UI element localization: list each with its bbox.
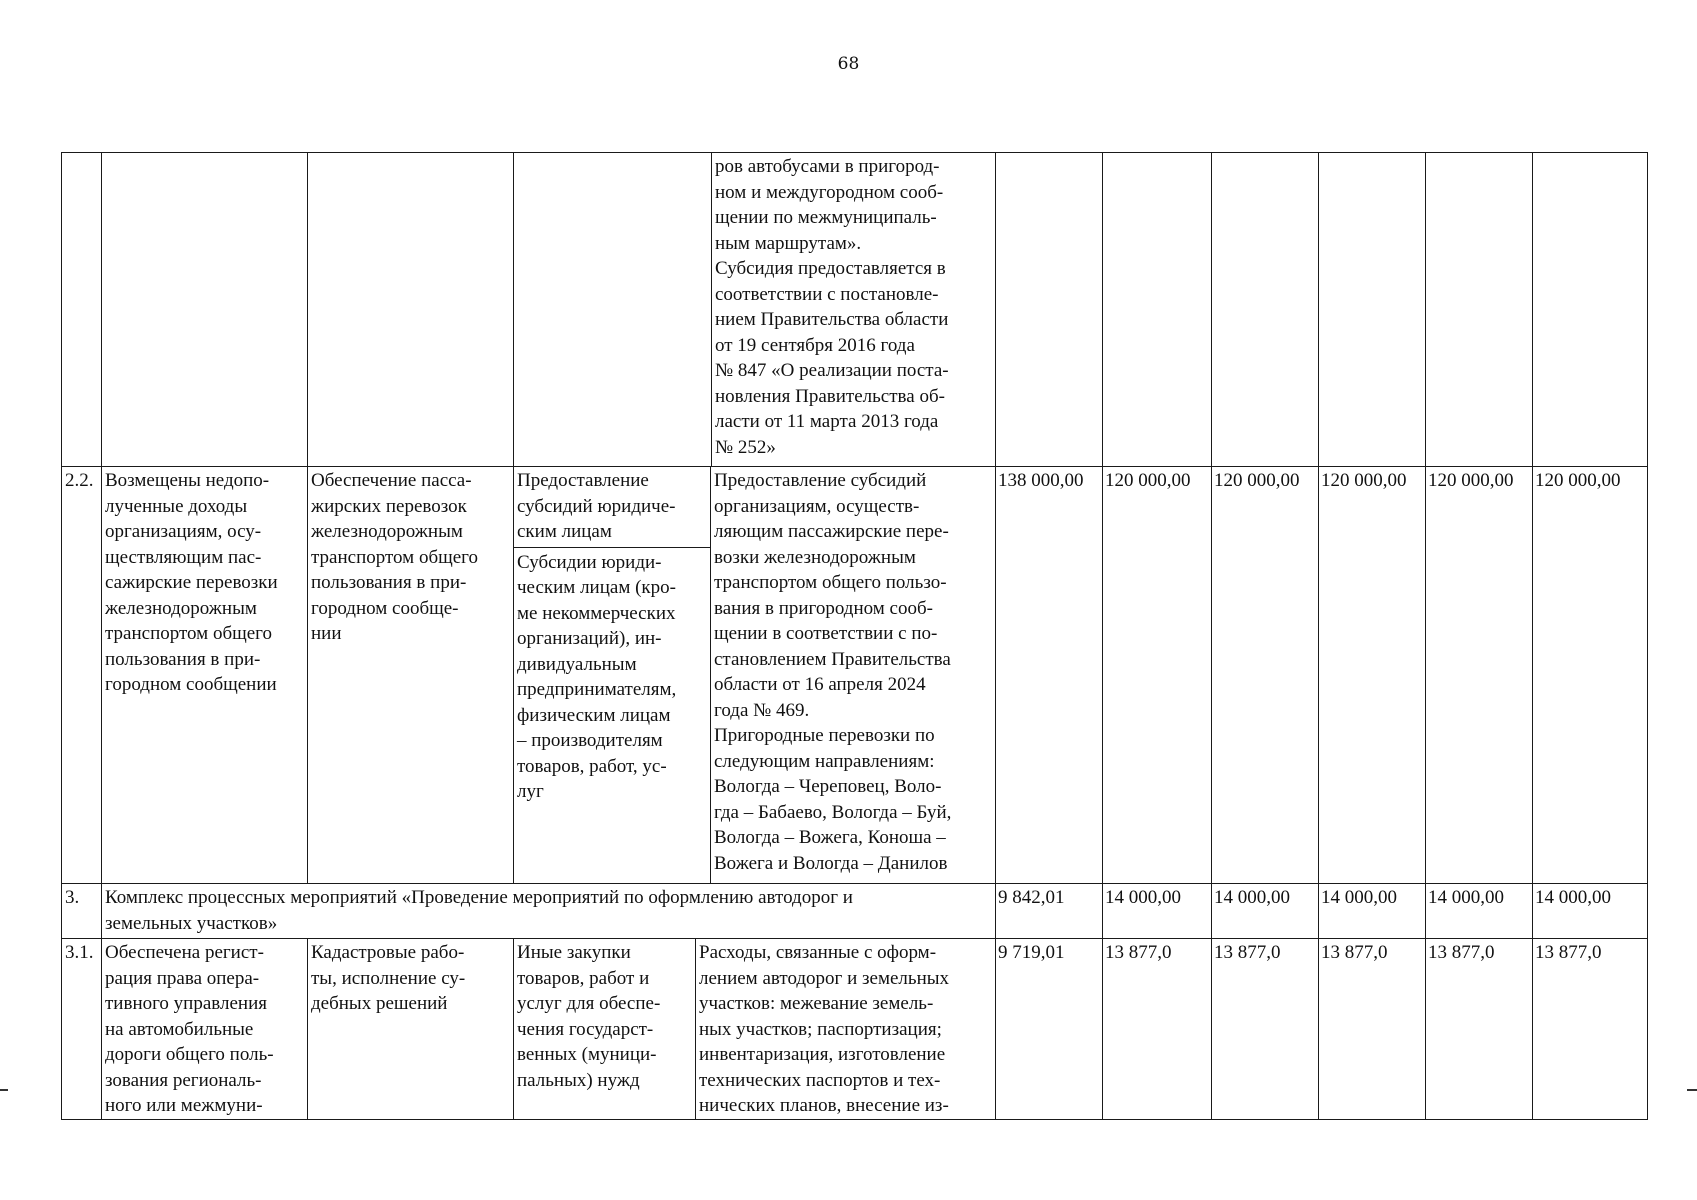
cell-activity: Кадастровые рабо- ты, исполнение су- дебных решений	[308, 939, 514, 1120]
cell-value	[1533, 153, 1648, 467]
cell-type-direction	[514, 153, 996, 467]
cell-activity	[308, 153, 514, 467]
cell-value	[1212, 153, 1319, 467]
cell-num: 2.2.	[62, 467, 102, 884]
cell-value	[1103, 153, 1212, 467]
cell-num: 3.	[62, 884, 102, 939]
cell-num	[62, 153, 102, 467]
scan-mark-left	[0, 1089, 8, 1091]
cell-type-bottom: Субсидии юриди- ческим лицам (кро- ме некоммерческих организаций), ин- дивидуальным предпринимателям, физическим лицам – производителям товаров, работ, ус- луг	[517, 551, 677, 802]
scan-mark-right	[1687, 1089, 1697, 1091]
cell-value: 9 719,01	[996, 939, 1103, 1120]
cell-value: 14 000,00	[1319, 884, 1426, 939]
cell-num: 3.1.	[62, 939, 102, 1120]
cell-value: 14 000,00	[1533, 884, 1648, 939]
cell-value	[1319, 153, 1426, 467]
cell-complex-title: Комплекс процессных мероприятий «Проведение мероприятий по оформлению автодорог и земельных участков»	[102, 884, 996, 939]
cell-value: 13 877,0	[1103, 939, 1212, 1120]
cell-activity: Обеспечение пасса- жирских перевозок железнодорожным транспортом общего пользования в при- городном сообще- нии	[308, 467, 514, 884]
budget-table	[61, 152, 1648, 1120]
cell-value: 120 000,00	[1319, 467, 1426, 884]
cell-value: 14 000,00	[1212, 884, 1319, 939]
table-row-3	[62, 884, 1648, 939]
cell-value: 9 842,01	[996, 884, 1103, 939]
cell-value: 14 000,00	[1103, 884, 1212, 939]
cell-value: 13 877,0	[1426, 939, 1533, 1120]
cell-value: 120 000,00	[1426, 467, 1533, 884]
cell-value	[996, 153, 1103, 467]
cell-direction: Расходы, связанные с оформ- лением автодорог и земельных участков: межевание земель- ных участков; паспортизация; инвентаризация, изготовление технических паспортов и тех- нических планов, внесение из-	[699, 942, 949, 1116]
page-number: 68	[837, 54, 860, 74]
cell-direction: ров автобусами в пригород- ном и междугородном сооб- щении по межмуниципаль- ным маршрутам». Субсидия предоставляется в соответствии с постановле- нием Правительства области от 19 сентября 2016 года № 847 «О реализации поста- новления Правительства об- ласти от 11 марта 2013 года № 252»	[715, 156, 949, 458]
cell-result: Обеспечена регист- рация права опера- тивного управления на автомобильные дороги общего поль- зования региональ- ного или межмуни-	[102, 939, 308, 1120]
cell-value: 138 000,00	[996, 467, 1103, 884]
cell-result: Возмещены недопо- лученные доходы организациям, осу- ществляющим пас- сажирские перевозки железнодорожным транспортом общего пользования в при- городном сообщении	[102, 467, 308, 884]
cell-type-top: Предоставление субсидий юридиче- ским лицам	[514, 467, 710, 548]
cell-value: 120 000,00	[1212, 467, 1319, 884]
cell-value: 13 877,0	[1533, 939, 1648, 1120]
cell-value	[1426, 153, 1533, 467]
cell-value: 120 000,00	[1103, 467, 1212, 884]
table-row-continuation	[62, 153, 1648, 467]
cell-type-direction	[514, 939, 996, 1120]
cell-direction: Предоставление субсидий организациям, осуществ- ляющим пассажирские пере- возки железнодорожным транспортом общего пользо- вания в пригородном сооб- щении в соответствии с по- становлением Правительства области от 16 апреля 2024 года № 469. Пригородные перевозки по следующим направлениям: Вологда – Череповец, Воло- гда – Бабаево, Вологда – Буй, Вологда – Вожега, Коноша – Вожега и Вологда – Данилов	[711, 467, 996, 884]
cell-type	[514, 467, 711, 884]
cell-value: 13 877,0	[1212, 939, 1319, 1120]
cell-type: Иные закупки товаров, работ и услуг для обеспе- чения государст- венных (муници- пальных) нужд	[514, 939, 696, 1119]
table-row-3-1	[62, 939, 1648, 1120]
cell-value: 14 000,00	[1426, 884, 1533, 939]
cell-value: 13 877,0	[1319, 939, 1426, 1120]
cell-result	[102, 153, 308, 467]
table-row-2-2	[62, 467, 1648, 884]
cell-value: 120 000,00	[1533, 467, 1648, 884]
